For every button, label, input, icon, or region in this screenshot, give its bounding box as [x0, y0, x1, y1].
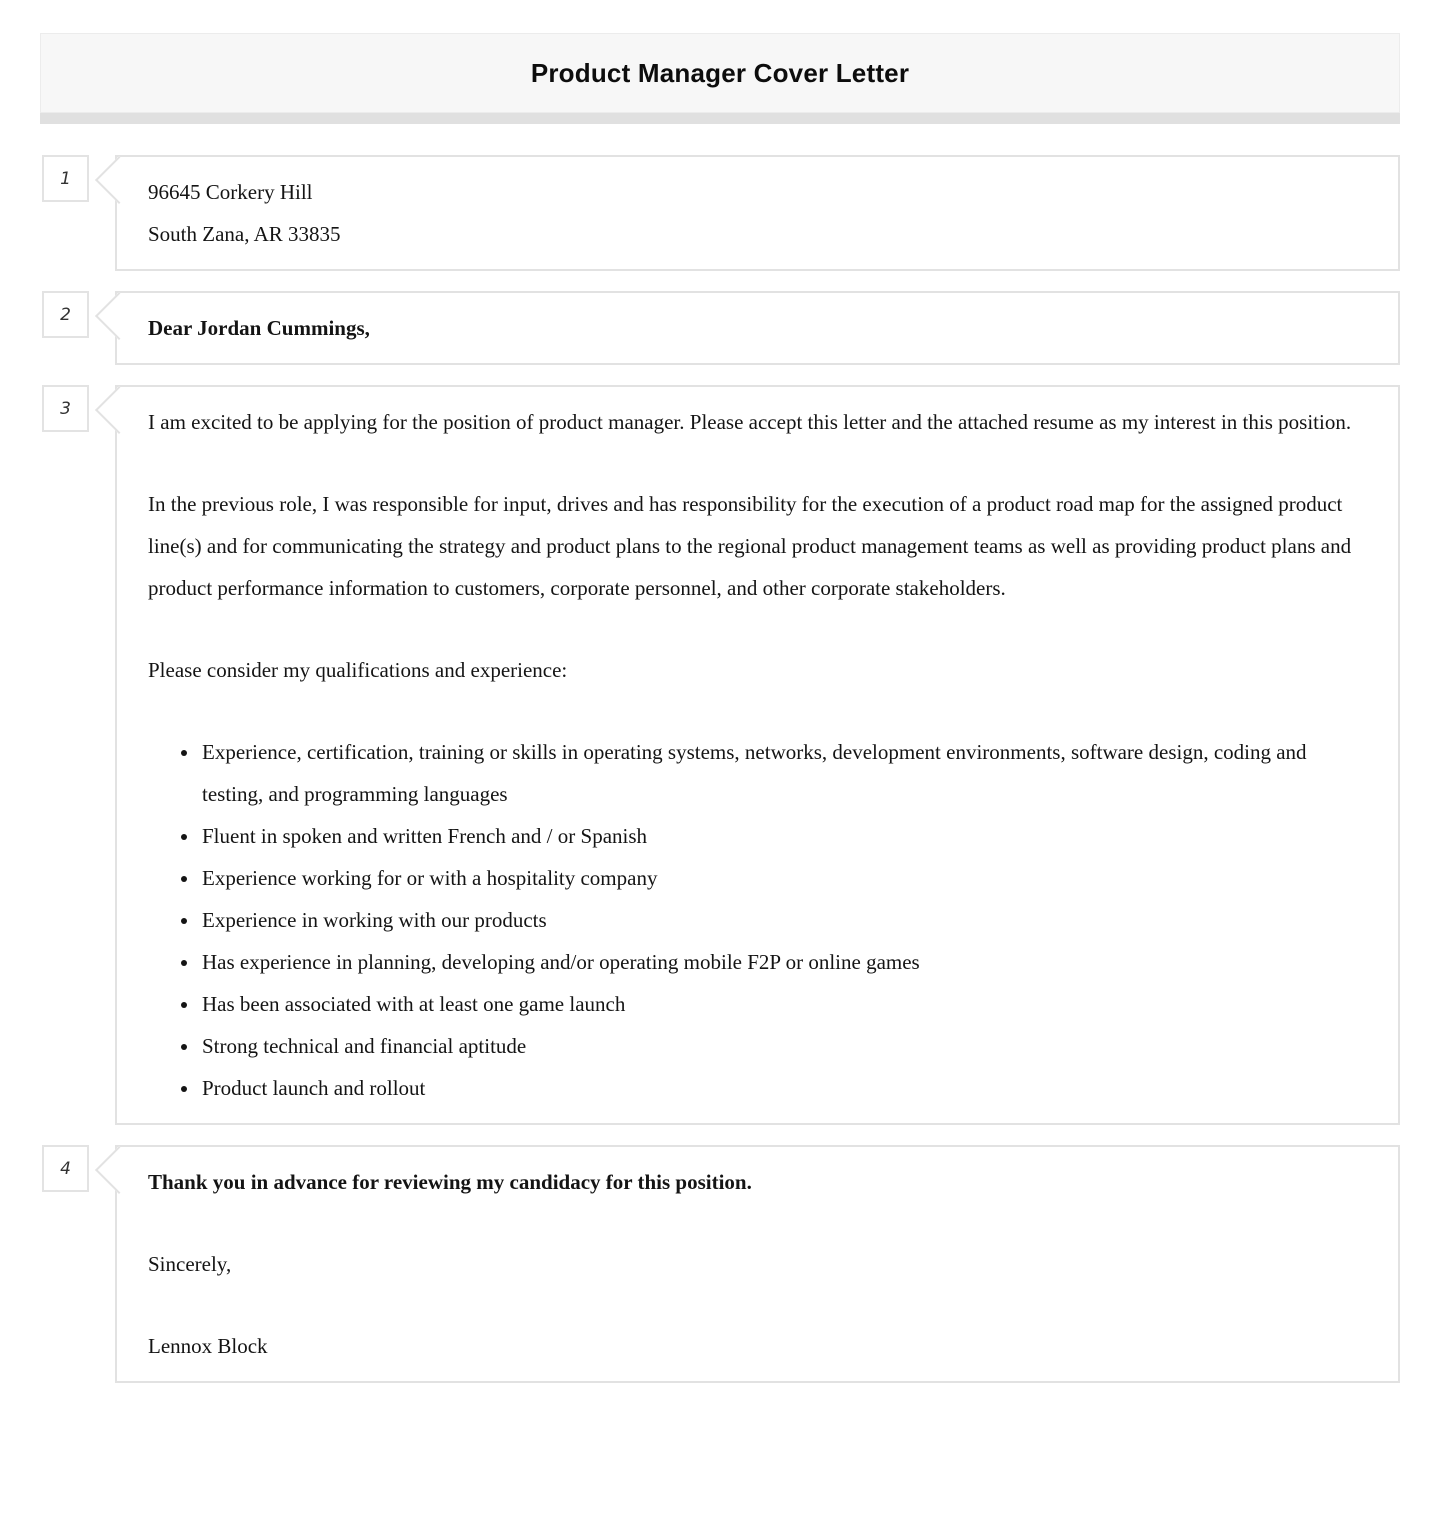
qualification-item: • Has experience in planning, developing and/or operating mobile F2P or online games [200, 941, 1367, 983]
qualification-item: • Experience working for or with a hospitality company [200, 857, 1367, 899]
closing-thanks-text: Thank you in advance for reviewing my candidacy for this position. [148, 1170, 752, 1194]
salutation-text: Dear Jordan Cummings, [148, 316, 370, 340]
closing-thanks [148, 1161, 1367, 1203]
qualification-item: • Experience in working with our products [200, 899, 1367, 941]
letter-section-4 [40, 1145, 1400, 1383]
qualification-item: • Product launch and rollout [200, 1067, 1367, 1109]
qualification-item: • Has been associated with at least one game launch [200, 983, 1367, 1025]
salutation [148, 307, 1367, 349]
qualifications-lead-in [148, 649, 1367, 691]
qualification-item: • Fluent in spoken and written French and / or Spanish [200, 815, 1367, 857]
section-number-badge: 3 [42, 385, 89, 432]
sender-address [148, 171, 1367, 255]
qualification-item: • Strong technical and financial aptitude [200, 1025, 1367, 1067]
letter-section-2 [40, 291, 1400, 365]
address-line: South Zana, AR 33835 [148, 222, 341, 246]
address-line: 96645 Corkery Hill [148, 180, 313, 204]
experience-paragraph-text: In the previous role, I was responsible for input, drives and has responsibility for the execution of a product road map for the assigned product line(s) and for communicating the strategy and product plans to the regional product management teams as well as providing product plans and product performance information to customers, corporate personnel, and other corporate stakeholders. [148, 492, 1352, 600]
closing-sincerely [148, 1243, 1367, 1285]
title-bar-shadow [40, 113, 1400, 124]
section-number-badge: 4 [42, 1145, 89, 1192]
qualification-item: • Experience, certification, training or skills in operating systems, networks, development environments, software design, coding and testing, and programming languages [200, 731, 1367, 815]
letter-section-3 [40, 385, 1400, 1125]
qualifications-lead-in-text: Please consider my qualifications and experience: [148, 658, 568, 682]
experience-paragraph [148, 483, 1367, 609]
section-number-badge: 1 [42, 155, 89, 202]
intro-paragraph-text: I am excited to be applying for the position of product manager. Please accept this letter and the attached resume as my interest in this position. [148, 410, 1352, 434]
intro-paragraph [148, 401, 1367, 443]
letter-sections [0, 155, 1440, 1383]
section-box-1 [115, 155, 1400, 271]
section-box-4 [115, 1145, 1400, 1383]
document-title-bar [40, 33, 1400, 113]
page-title: Product Manager Cover Letter [530, 57, 910, 88]
section-box-2 [115, 291, 1400, 365]
qualification-items [148, 731, 1367, 1109]
signature-name [148, 1325, 1367, 1367]
closing-sincerely-text: Sincerely, [148, 1252, 232, 1276]
section-box-3 [115, 385, 1400, 1125]
qualifications-list [148, 731, 1367, 1109]
signature-name-text: Lennox Block [148, 1334, 268, 1358]
letter-section-1 [40, 155, 1400, 271]
section-number-badge: 2 [42, 291, 89, 338]
